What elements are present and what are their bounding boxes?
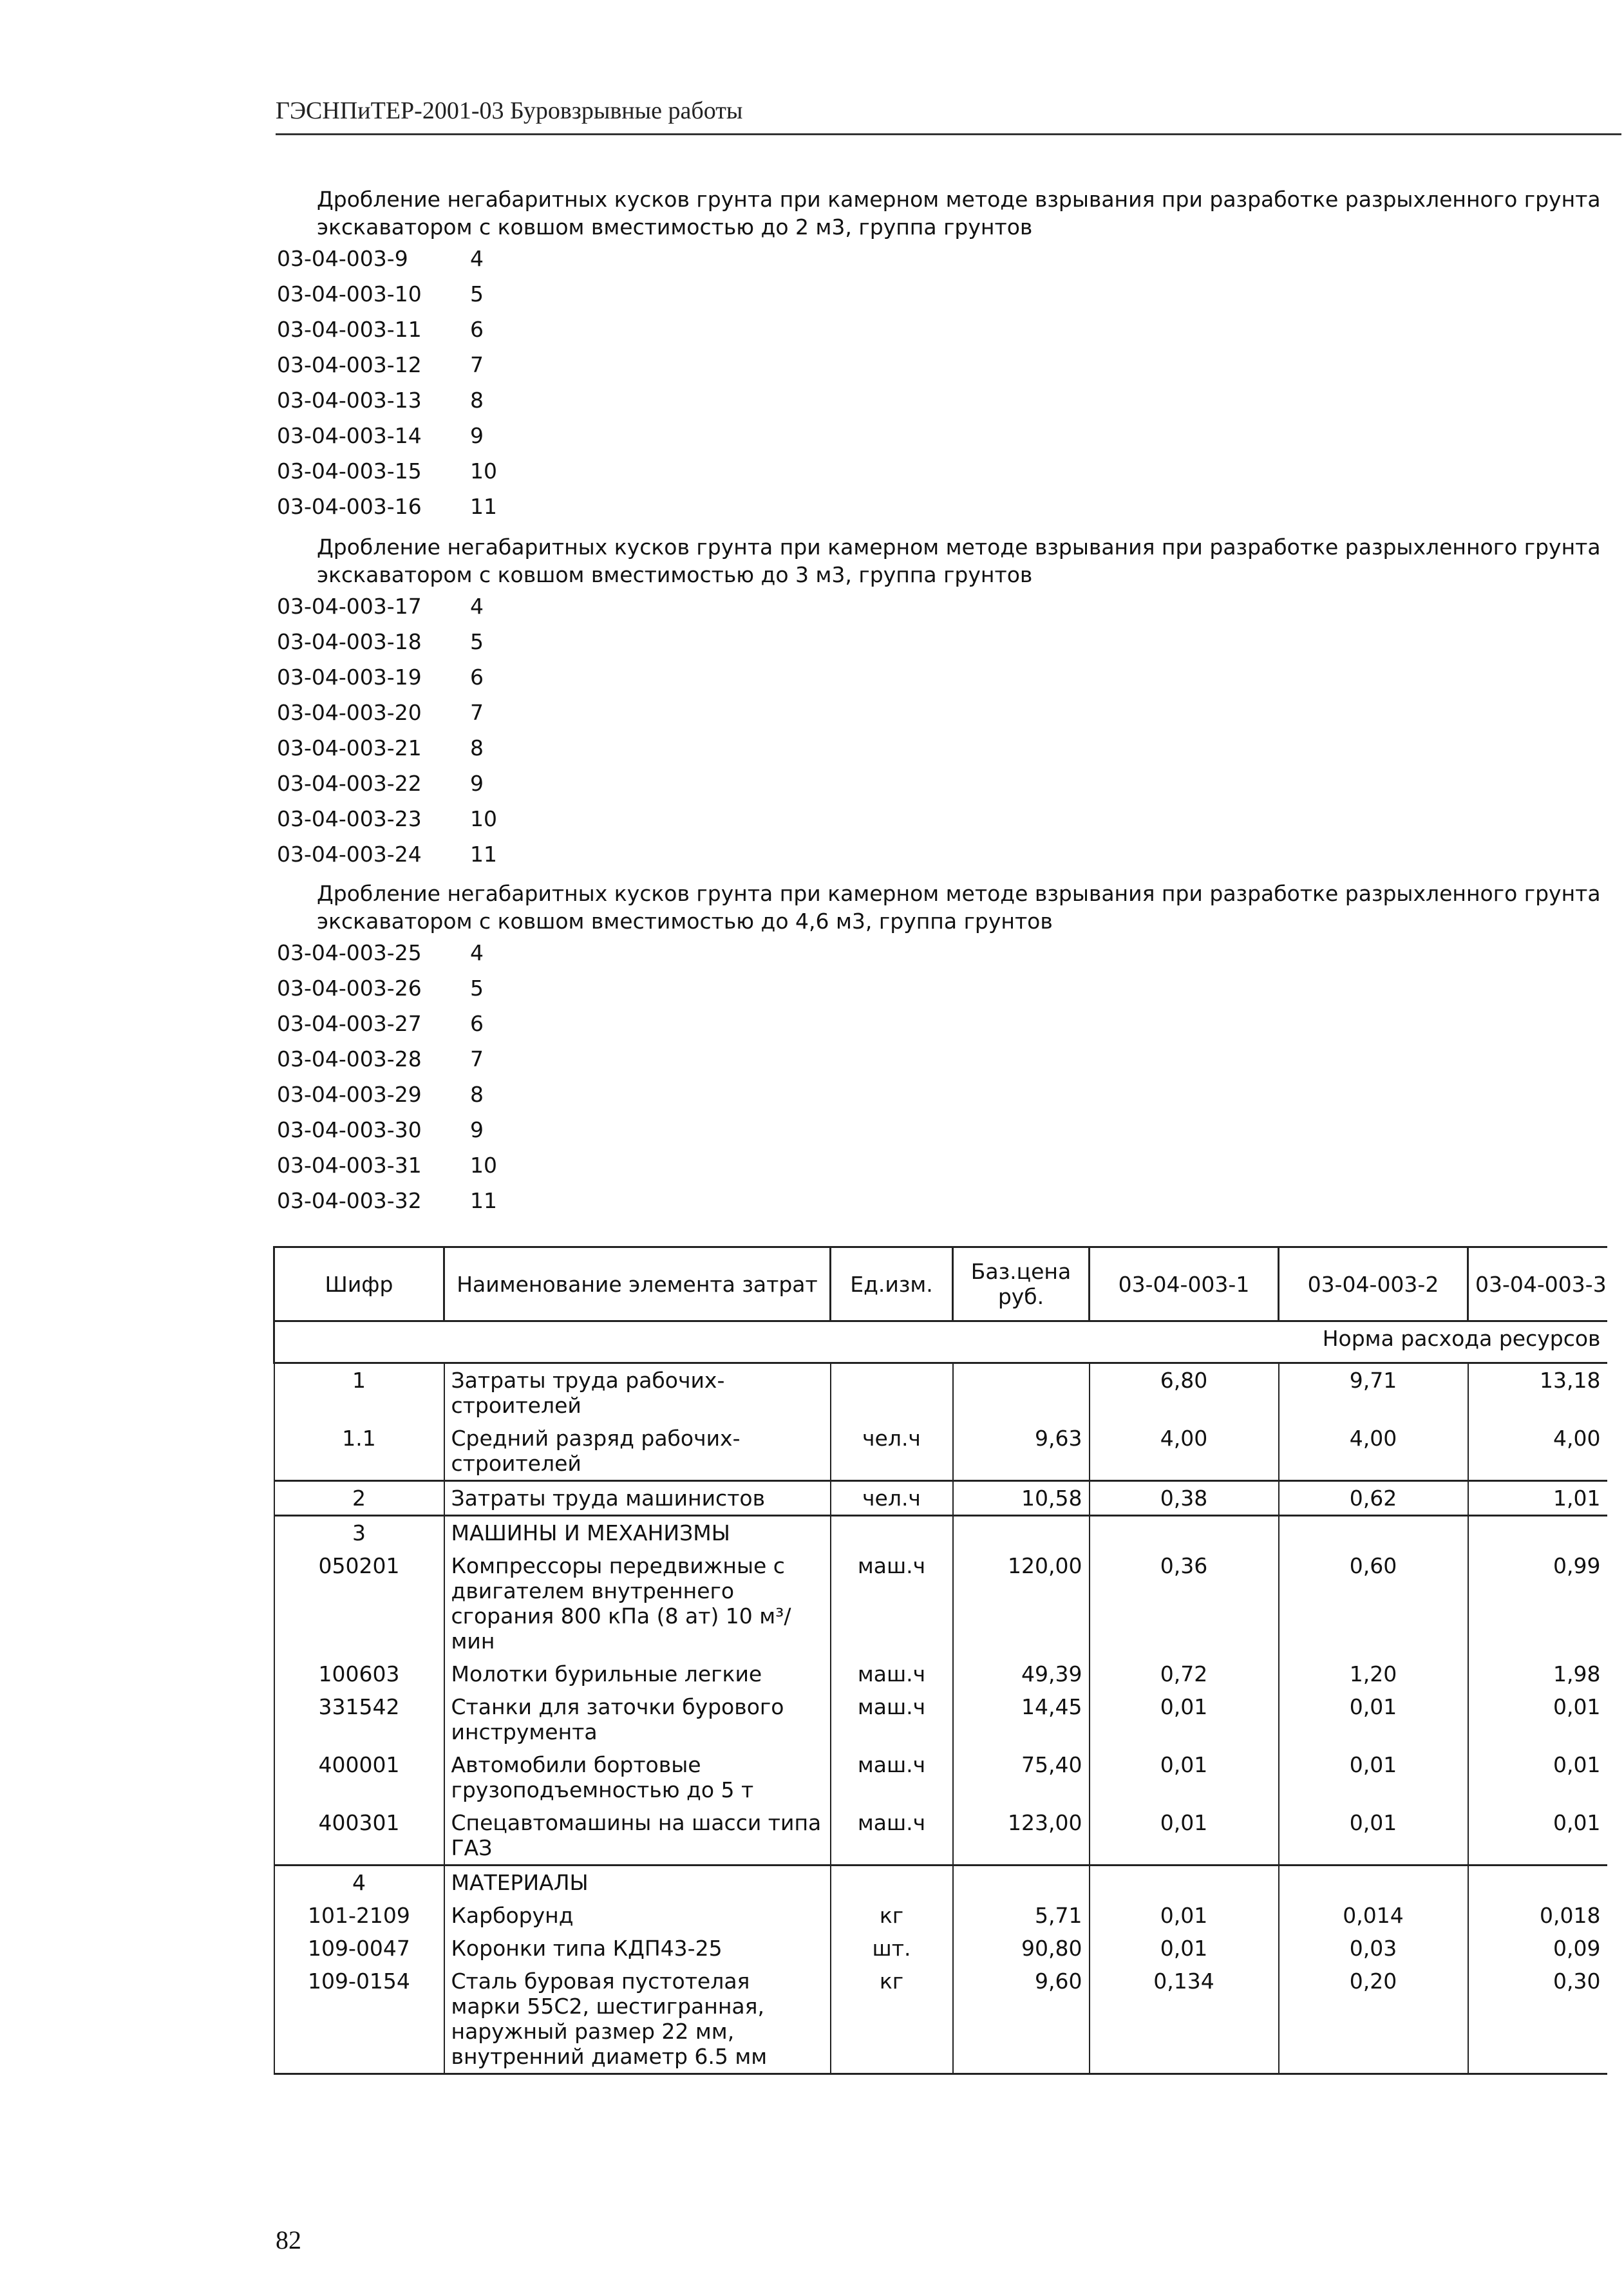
cell-code: 2 [274,1481,444,1516]
code-row [277,1006,1624,1041]
table-row [274,1965,1607,2074]
cell-v3: 0,018 [1468,1899,1607,1932]
code-list [277,241,1624,524]
cell-price [953,1866,1090,1900]
cell-v2: 0,62 [1279,1481,1468,1516]
cell-v2: 0,01 [1279,1690,1468,1748]
cell-v2 [1279,1866,1468,1900]
cell-price: 75,40 [953,1748,1090,1806]
header-name: Наименование элемента затрат [444,1247,831,1321]
soil-group: 7 [470,352,484,377]
code: 03-04-003-31 [277,1152,422,1178]
cell-price: 14,45 [953,1690,1090,1748]
code: 03-04-003-26 [277,975,422,1001]
code: 03-04-003-12 [277,352,422,377]
code-row [277,1183,1624,1218]
code-row [277,589,1624,624]
table-row [274,1516,1607,1550]
code-row [277,970,1624,1006]
cell-name: Станки для заточки бурового инструмента [444,1690,831,1748]
cell-unit [831,1516,953,1550]
cell-code: 1.1 [274,1422,444,1481]
cell-price [953,1516,1090,1550]
cell-v3: 1,01 [1468,1481,1607,1516]
soil-group: 5 [470,628,484,654]
cell-code: 400001 [274,1748,444,1806]
cell-v2: 4,00 [1279,1422,1468,1481]
code-row [277,453,1624,489]
cell-code: 100603 [274,1658,444,1690]
code: 03-04-003-24 [277,841,422,867]
resource-norms-table [273,1246,1607,2075]
cell-v2: 0,014 [1279,1899,1468,1932]
soil-group: 5 [470,281,484,307]
code-row [277,312,1624,347]
cell-code: 4 [274,1866,444,1900]
soil-group: 4 [470,245,484,271]
cell-unit: кг [831,1899,953,1932]
code: 03-04-003-28 [277,1046,422,1072]
cell-v2: 0,20 [1279,1965,1468,2074]
cell-v1: 0,01 [1090,1899,1279,1932]
code: 03-04-003-25 [277,940,422,965]
cell-v3: 0,01 [1468,1806,1607,1866]
cell-v2: 1,20 [1279,1658,1468,1690]
cell-code: 331542 [274,1690,444,1748]
cell-unit [831,1363,953,1422]
cell-code: 050201 [274,1549,444,1658]
table-row [274,1658,1607,1690]
code-row [277,730,1624,766]
soil-group: 4 [470,593,484,619]
cell-name: Карборунд [444,1899,831,1932]
table-row [274,1866,1607,1900]
soil-group: 11 [470,1187,497,1213]
section-1 [277,185,1624,524]
code: 03-04-003-27 [277,1010,422,1036]
code-row [277,418,1624,453]
cell-price [953,1363,1090,1422]
cell-v1: 0,01 [1090,1806,1279,1866]
cell-code: 109-0154 [274,1965,444,2074]
cell-v3: 1,98 [1468,1658,1607,1690]
soil-group: 7 [470,699,484,725]
code: 03-04-003-32 [277,1187,422,1213]
cell-v2 [1279,1516,1468,1550]
cell-v3: 0,30 [1468,1965,1607,2074]
header-col-3: 03-04-003-3 [1468,1247,1607,1321]
cell-name: МАШИНЫ И МЕХАНИЗМЫ [444,1516,831,1550]
cell-v1: 0,36 [1090,1549,1279,1658]
code-row [277,489,1624,524]
cell-price: 49,39 [953,1658,1090,1690]
header-price: Баз.цена руб. [953,1247,1090,1321]
cell-unit: маш.ч [831,1549,953,1658]
soil-group: 6 [470,1010,484,1036]
cell-unit: маш.ч [831,1806,953,1866]
header-divider [276,133,1621,135]
soil-group: 8 [470,735,484,761]
cell-unit [831,1866,953,1900]
code-row [277,383,1624,418]
cell-name: МАТЕРИАЛЫ [444,1866,831,1900]
header-col-2: 03-04-003-2 [1279,1247,1468,1321]
cell-unit: маш.ч [831,1748,953,1806]
cell-unit: чел.ч [831,1481,953,1516]
cell-name: Автомобили бортовые грузоподъемностью до 5 т [444,1748,831,1806]
cell-name: Затраты труда машинистов [444,1481,831,1516]
norm-label: Норма расхода ресурсов [274,1321,1607,1363]
code-row [277,1041,1624,1077]
code-row [277,659,1624,695]
code: 03-04-003-29 [277,1081,422,1107]
code-list [277,589,1624,872]
cell-price: 5,71 [953,1899,1090,1932]
cell-v3: 13,18 [1468,1363,1607,1422]
section-title: Дробление негабаритных кусков грунта при камерном методе взрывания при разработке разрыхленного грунта экскаватором с ковшом вместимостью до 2 м3, группа грунтов [317,187,1601,240]
cell-v1: 0,72 [1090,1658,1279,1690]
cell-name: Затраты труда рабочих-строителей [444,1363,831,1422]
code: 03-04-003-18 [277,628,422,654]
code-row [277,1112,1624,1148]
cell-v1: 0,38 [1090,1481,1279,1516]
cell-v1: 6,80 [1090,1363,1279,1422]
cell-v1 [1090,1866,1279,1900]
table-header-row [274,1247,1607,1321]
page-number: 82 [276,2225,301,2254]
table-row [274,1363,1607,1422]
cell-code: 400301 [274,1806,444,1866]
header-col-1: 03-04-003-1 [1090,1247,1279,1321]
code: 03-04-003-14 [277,422,422,448]
table-row [274,1690,1607,1748]
soil-group: 10 [470,1152,497,1178]
cell-v3: 0,09 [1468,1932,1607,1965]
cell-v2: 9,71 [1279,1363,1468,1422]
soil-group: 11 [470,841,497,867]
cell-unit: маш.ч [831,1658,953,1690]
code-row [277,1077,1624,1112]
cell-price: 123,00 [953,1806,1090,1866]
cell-v1 [1090,1516,1279,1550]
cell-name: Сталь буровая пустотелая марки 55С2, шестигранная, наружный размер 22 мм, внутренний диаметр 6.5 мм [444,1965,831,2074]
cell-v2: 0,01 [1279,1806,1468,1866]
cell-unit: кг [831,1965,953,2074]
code-list [277,935,1624,1218]
code: 03-04-003-9 [277,245,408,271]
code: 03-04-003-21 [277,735,422,761]
soil-group: 9 [470,422,484,448]
cell-v3: 0,01 [1468,1748,1607,1806]
code-row [277,241,1624,276]
section-2 [277,533,1624,872]
cell-price: 10,58 [953,1481,1090,1516]
soil-group: 8 [470,1081,484,1107]
code: 03-04-003-23 [277,806,422,831]
cell-v1: 0,01 [1090,1932,1279,1965]
cell-v3: 0,99 [1468,1549,1607,1658]
cell-price: 90,80 [953,1932,1090,1965]
cell-code: 109-0047 [274,1932,444,1965]
page-header: ГЭСНПиТЕР-2001-03 Буровзрывные работы [276,97,743,124]
code: 03-04-003-10 [277,281,422,307]
cell-code: 3 [274,1516,444,1550]
cell-v3 [1468,1866,1607,1900]
table-row [274,1748,1607,1806]
cell-v3: 0,01 [1468,1690,1607,1748]
cell-v2: 0,03 [1279,1932,1468,1965]
code-row [277,347,1624,383]
code: 03-04-003-17 [277,593,422,619]
cell-v1: 0,01 [1090,1748,1279,1806]
section-3 [277,880,1624,1218]
cell-unit: чел.ч [831,1422,953,1481]
code: 03-04-003-19 [277,664,422,690]
cell-name: Спецавтомашины на шасси типа ГАЗ [444,1806,831,1866]
soil-group: 10 [470,806,497,831]
code-row [277,695,1624,730]
soil-group: 6 [470,664,484,690]
cell-v2: 0,60 [1279,1549,1468,1658]
soil-group: 9 [470,1117,484,1142]
code-row [277,1148,1624,1183]
soil-group: 10 [470,458,497,484]
cell-v1: 0,134 [1090,1965,1279,2074]
cell-price: 120,00 [953,1549,1090,1658]
table-row [274,1422,1607,1481]
soil-group: 4 [470,940,484,965]
soil-group: 7 [470,1046,484,1072]
code: 03-04-003-20 [277,699,422,725]
cell-v1: 4,00 [1090,1422,1279,1481]
cell-unit: маш.ч [831,1690,953,1748]
cell-code: 101-2109 [274,1899,444,1932]
cell-name: Средний разряд рабочих-строителей [444,1422,831,1481]
soil-group: 8 [470,387,484,413]
code: 03-04-003-30 [277,1117,422,1142]
cell-unit: шт. [831,1932,953,1965]
code-row [277,801,1624,836]
soil-group: 9 [470,770,484,796]
cell-v3: 4,00 [1468,1422,1607,1481]
code-row [277,766,1624,801]
cell-v2: 0,01 [1279,1748,1468,1806]
table-row [274,1481,1607,1516]
cell-price: 9,63 [953,1422,1090,1481]
code: 03-04-003-22 [277,770,422,796]
table-row [274,1549,1607,1658]
soil-group: 5 [470,975,484,1001]
cell-name: Компрессоры передвижные с двигателем внутреннего сгорания 800 кПа (8 ат) 10 м³/мин [444,1549,831,1658]
cell-price: 9,60 [953,1965,1090,2074]
cell-name: Коронки типа КДП43-25 [444,1932,831,1965]
code-row [277,276,1624,312]
cell-v1: 0,01 [1090,1690,1279,1748]
section-title: Дробление негабаритных кусков грунта при камерном методе взрывания при разработке разрыхленного грунта экскаватором с ковшом вместимостью до 4,6 м3, группа грунтов [317,881,1601,934]
cell-v3 [1468,1516,1607,1550]
cell-name: Молотки бурильные легкие [444,1658,831,1690]
code: 03-04-003-13 [277,387,422,413]
soil-group: 6 [470,316,484,342]
header-unit: Ед.изм. [831,1247,953,1321]
code: 03-04-003-16 [277,493,422,519]
table-row [274,1899,1607,1932]
norm-label-row [274,1321,1607,1363]
soil-group: 11 [470,493,497,519]
section-title: Дробление негабаритных кусков грунта при камерном методе взрывания при разработке разрыхленного грунта экскаватором с ковшом вместимостью до 3 м3, группа грунтов [317,534,1601,587]
code-row [277,836,1624,872]
code-row [277,624,1624,659]
header-code: Шифр [274,1247,444,1321]
code: 03-04-003-11 [277,316,422,342]
table-row [274,1932,1607,1965]
code: 03-04-003-15 [277,458,422,484]
code-row [277,935,1624,970]
table-row [274,1806,1607,1866]
cell-code: 1 [274,1363,444,1422]
